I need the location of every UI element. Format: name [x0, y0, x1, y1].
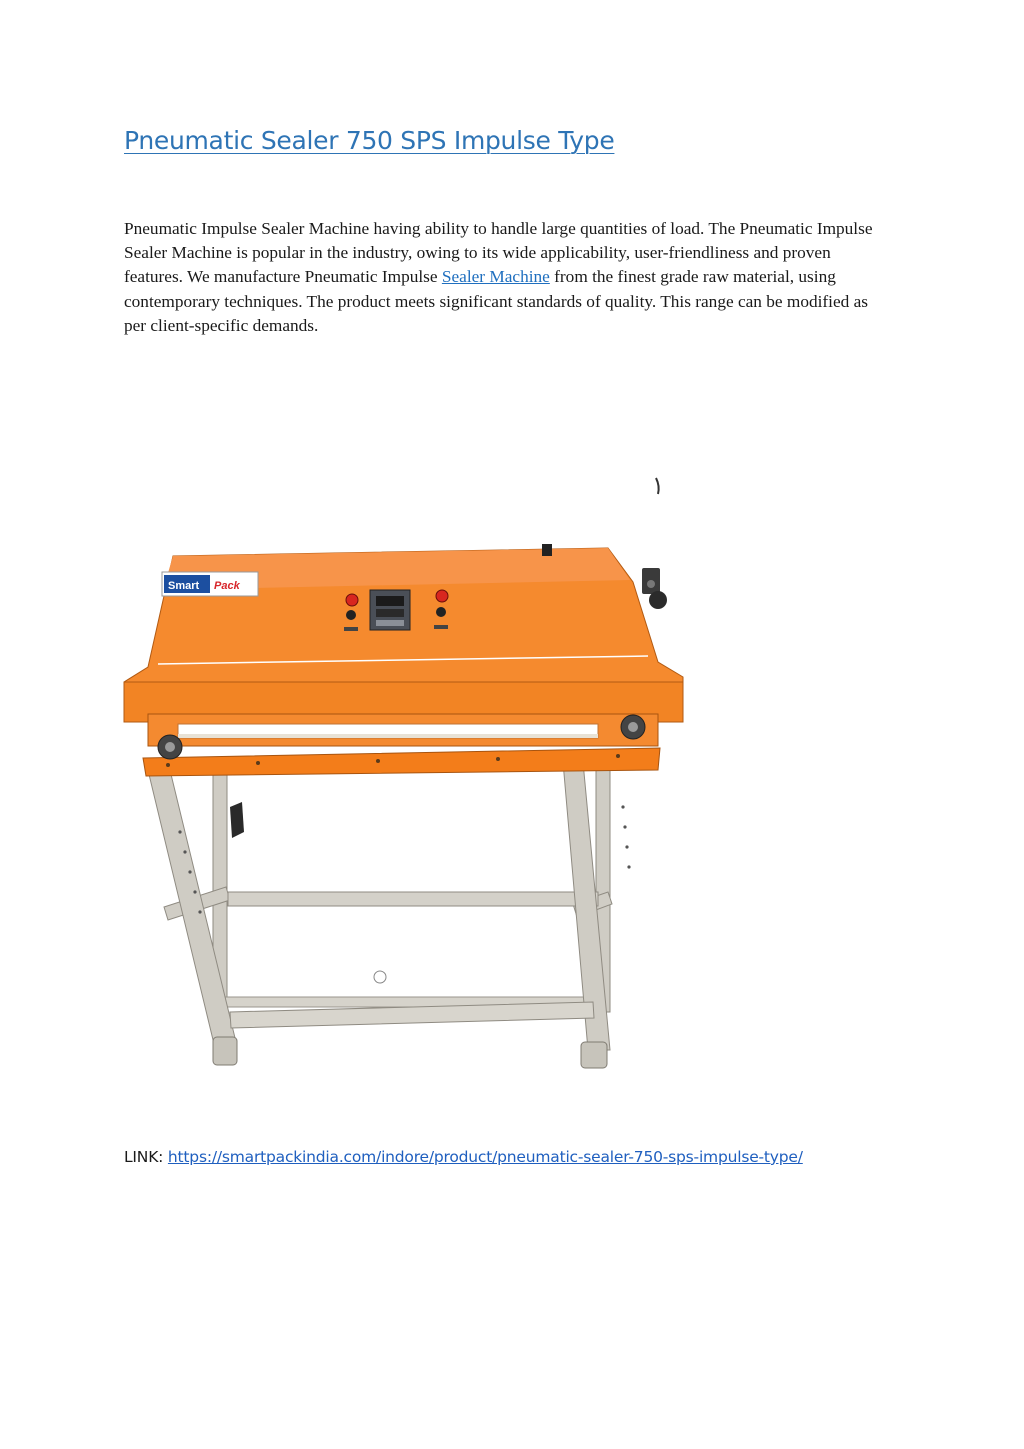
leg-tag	[230, 802, 244, 838]
description-paragraph	[124, 217, 894, 338]
description-text-start: Pneumatic Impulse Sealer Machine having ability to handle large quantities of load. The Pneumatic Impulse Sealer Machine is popular in the industry, owing to its wide applicability, user-friendliness and proven features. We manufacture Pneumatic Impulse	[124, 219, 873, 287]
link-line	[124, 1148, 803, 1166]
sealer-machine-link[interactable]: Sealer Machine	[441, 267, 550, 287]
product-url-link[interactable]: https://smartpackindia.com/indore/product/pneumatic-sealer-750-sps-impulse-type/	[167, 1148, 803, 1166]
stray-mark	[656, 478, 659, 494]
right-switch	[436, 607, 446, 617]
product-image	[118, 472, 698, 1072]
link-label: LINK:	[124, 1148, 168, 1166]
description-text-end: from the finest grade raw material, using contemporary techniques. The product meets significant standards of quality. This range can be modified as per client-specific demands.	[124, 267, 868, 335]
brand-plate	[162, 572, 258, 596]
brand-smart: Smart	[168, 580, 200, 592]
top-knob	[542, 544, 552, 556]
sealer-machine-illustration	[118, 472, 698, 1072]
left-switch	[346, 610, 356, 620]
page-title: Pneumatic Sealer 750 SPS Impulse Type	[124, 126, 615, 155]
right-indicator-light	[436, 590, 448, 602]
brand-pack: Pack	[214, 580, 240, 592]
left-indicator-light	[346, 594, 358, 606]
machine-frame	[146, 757, 631, 1068]
